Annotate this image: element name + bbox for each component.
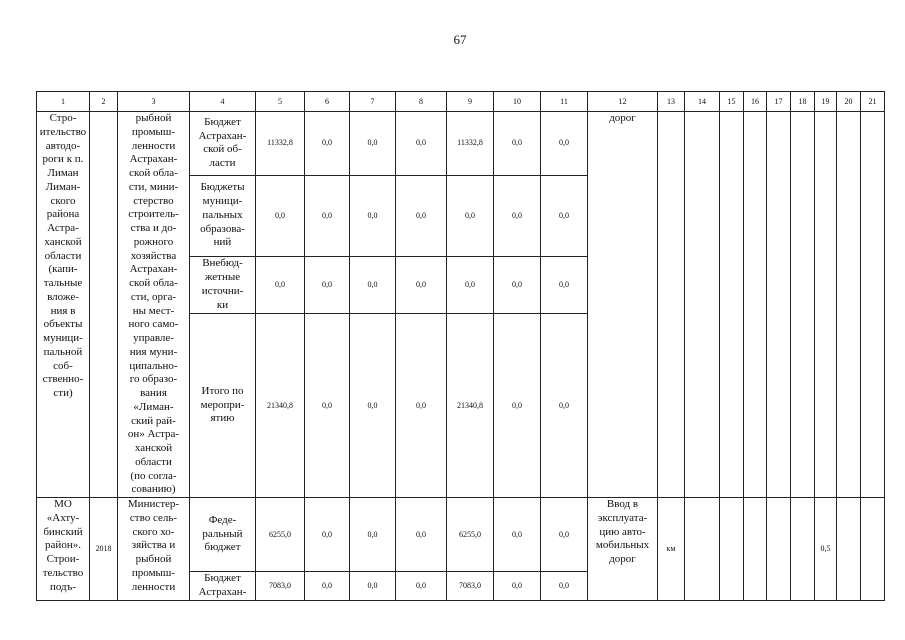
value-cell: 0,0	[350, 572, 396, 601]
value-cell: 0,0	[396, 572, 447, 601]
column-number: 21	[861, 92, 885, 112]
column-number: 3	[118, 92, 190, 112]
empty-cell	[861, 112, 885, 498]
column-number: 16	[744, 92, 767, 112]
empty-cell	[815, 112, 837, 498]
indicator-cell: дорог	[588, 112, 658, 498]
value-cell: 0,0	[447, 175, 494, 256]
executor-cell: Министер- ство сель- ского хо- зяйства и рыбной промыш- ленности	[118, 498, 190, 601]
unit-cell: км	[658, 498, 685, 601]
value-cell: 0,0	[541, 314, 588, 498]
year-cell	[90, 112, 118, 498]
empty-cell	[767, 112, 791, 498]
table-row	[37, 498, 885, 572]
column-number: 8	[396, 92, 447, 112]
value-cell: 0,0	[256, 175, 305, 256]
value-cell: 0,0	[350, 314, 396, 498]
empty-cell	[720, 112, 744, 498]
value-cell: 0,0	[305, 314, 350, 498]
measure-name: МО «Ахту- бинский район». Строи- тельство подъ-	[37, 498, 90, 601]
value-cell: 0,0	[396, 112, 447, 176]
column-number: 10	[494, 92, 541, 112]
value-cell: 0,0	[396, 175, 447, 256]
value-cell: 0,0	[494, 314, 541, 498]
empty-cell	[837, 498, 861, 601]
empty-cell	[791, 498, 815, 601]
value-cell: 0,0	[447, 256, 494, 313]
value-cell: 0,0	[541, 256, 588, 313]
target-value-cell: 0,5	[815, 498, 837, 601]
empty-cell	[685, 112, 720, 498]
funding-source: Бюджеты муници- пальных образова- ний	[190, 175, 256, 256]
program-table	[36, 91, 885, 601]
value-cell: 0,0	[494, 112, 541, 176]
value-cell: 0,0	[396, 256, 447, 313]
value-cell: 21340,8	[447, 314, 494, 498]
value-cell: 0,0	[494, 498, 541, 572]
value-cell: 0,0	[350, 112, 396, 176]
page-number: 67	[453, 32, 467, 47]
funding-source: Внебюд- жетные источни- ки	[190, 256, 256, 313]
value-cell: 0,0	[350, 256, 396, 313]
value-cell: 0,0	[494, 256, 541, 313]
column-number: 17	[767, 92, 791, 112]
empty-cell	[744, 112, 767, 498]
empty-cell	[791, 112, 815, 498]
value-cell: 0,0	[350, 175, 396, 256]
value-cell: 0,0	[541, 175, 588, 256]
table-row	[37, 112, 885, 176]
empty-cell	[861, 498, 885, 601]
value-cell: 0,0	[305, 572, 350, 601]
value-cell: 21340,8	[256, 314, 305, 498]
value-cell: 0,0	[541, 498, 588, 572]
column-number: 13	[658, 92, 685, 112]
value-cell: 0,0	[350, 498, 396, 572]
column-number: 19	[815, 92, 837, 112]
measure-name: Стро- ительство автодо- роги к п. Лиман Лиман- ского района Астра- ханской области (капи- тальные вложе- ния в объекты муници- пальной соб- ственно- сти)	[37, 112, 90, 498]
value-cell: 11332,8	[256, 112, 305, 176]
value-cell: 0,0	[396, 498, 447, 572]
value-cell: 0,0	[305, 175, 350, 256]
column-number: 7	[350, 92, 396, 112]
column-number: 5	[256, 92, 305, 112]
column-number: 15	[720, 92, 744, 112]
column-number: 11	[541, 92, 588, 112]
column-number: 18	[791, 92, 815, 112]
funding-source: Феде- ральный бюджет	[190, 498, 256, 572]
funding-source: Бюджет Астрахан-	[190, 572, 256, 601]
value-cell: 0,0	[256, 256, 305, 313]
column-number: 9	[447, 92, 494, 112]
funding-source: Бюджет Астрахан- ской об- ласти	[190, 112, 256, 176]
empty-cell	[837, 112, 861, 498]
empty-cell	[658, 112, 685, 498]
column-number: 6	[305, 92, 350, 112]
value-cell: 0,0	[396, 314, 447, 498]
column-number: 20	[837, 92, 861, 112]
funding-source-total: Итого по меропри- ятию	[190, 314, 256, 498]
value-cell: 6255,0	[447, 498, 494, 572]
column-number: 4	[190, 92, 256, 112]
column-number: 1	[37, 92, 90, 112]
year-cell: 2018	[90, 498, 118, 601]
executor-cell: рыбной промыш- ленности Астрахан- ской обла- сти, мини- стерство строитель- ства и до- рожного хозяйства Астрахан- ской обла- сти, орга- ны мест- ного само- управле- ния муни- ципально- го образо- вания «Лиман- ский рай- он» Астра- ханской области (по согла- сованию)	[118, 112, 190, 498]
column-number: 2	[90, 92, 118, 112]
value-cell: 0,0	[541, 112, 588, 176]
column-number: 14	[685, 92, 720, 112]
value-cell: 7083,0	[256, 572, 305, 601]
empty-cell	[720, 498, 744, 601]
indicator-cell: Ввод в эксплуата- цию авто- мобильных дорог	[588, 498, 658, 601]
value-cell: 0,0	[541, 572, 588, 601]
value-cell: 0,0	[305, 498, 350, 572]
value-cell: 0,0	[305, 256, 350, 313]
column-number-row	[37, 92, 885, 112]
value-cell: 0,0	[494, 175, 541, 256]
empty-cell	[767, 498, 791, 601]
column-number: 12	[588, 92, 658, 112]
value-cell: 6255,0	[256, 498, 305, 572]
empty-cell	[685, 498, 720, 601]
value-cell: 11332,8	[447, 112, 494, 176]
value-cell: 7083,0	[447, 572, 494, 601]
value-cell: 0,0	[305, 112, 350, 176]
empty-cell	[744, 498, 767, 601]
value-cell: 0,0	[494, 572, 541, 601]
